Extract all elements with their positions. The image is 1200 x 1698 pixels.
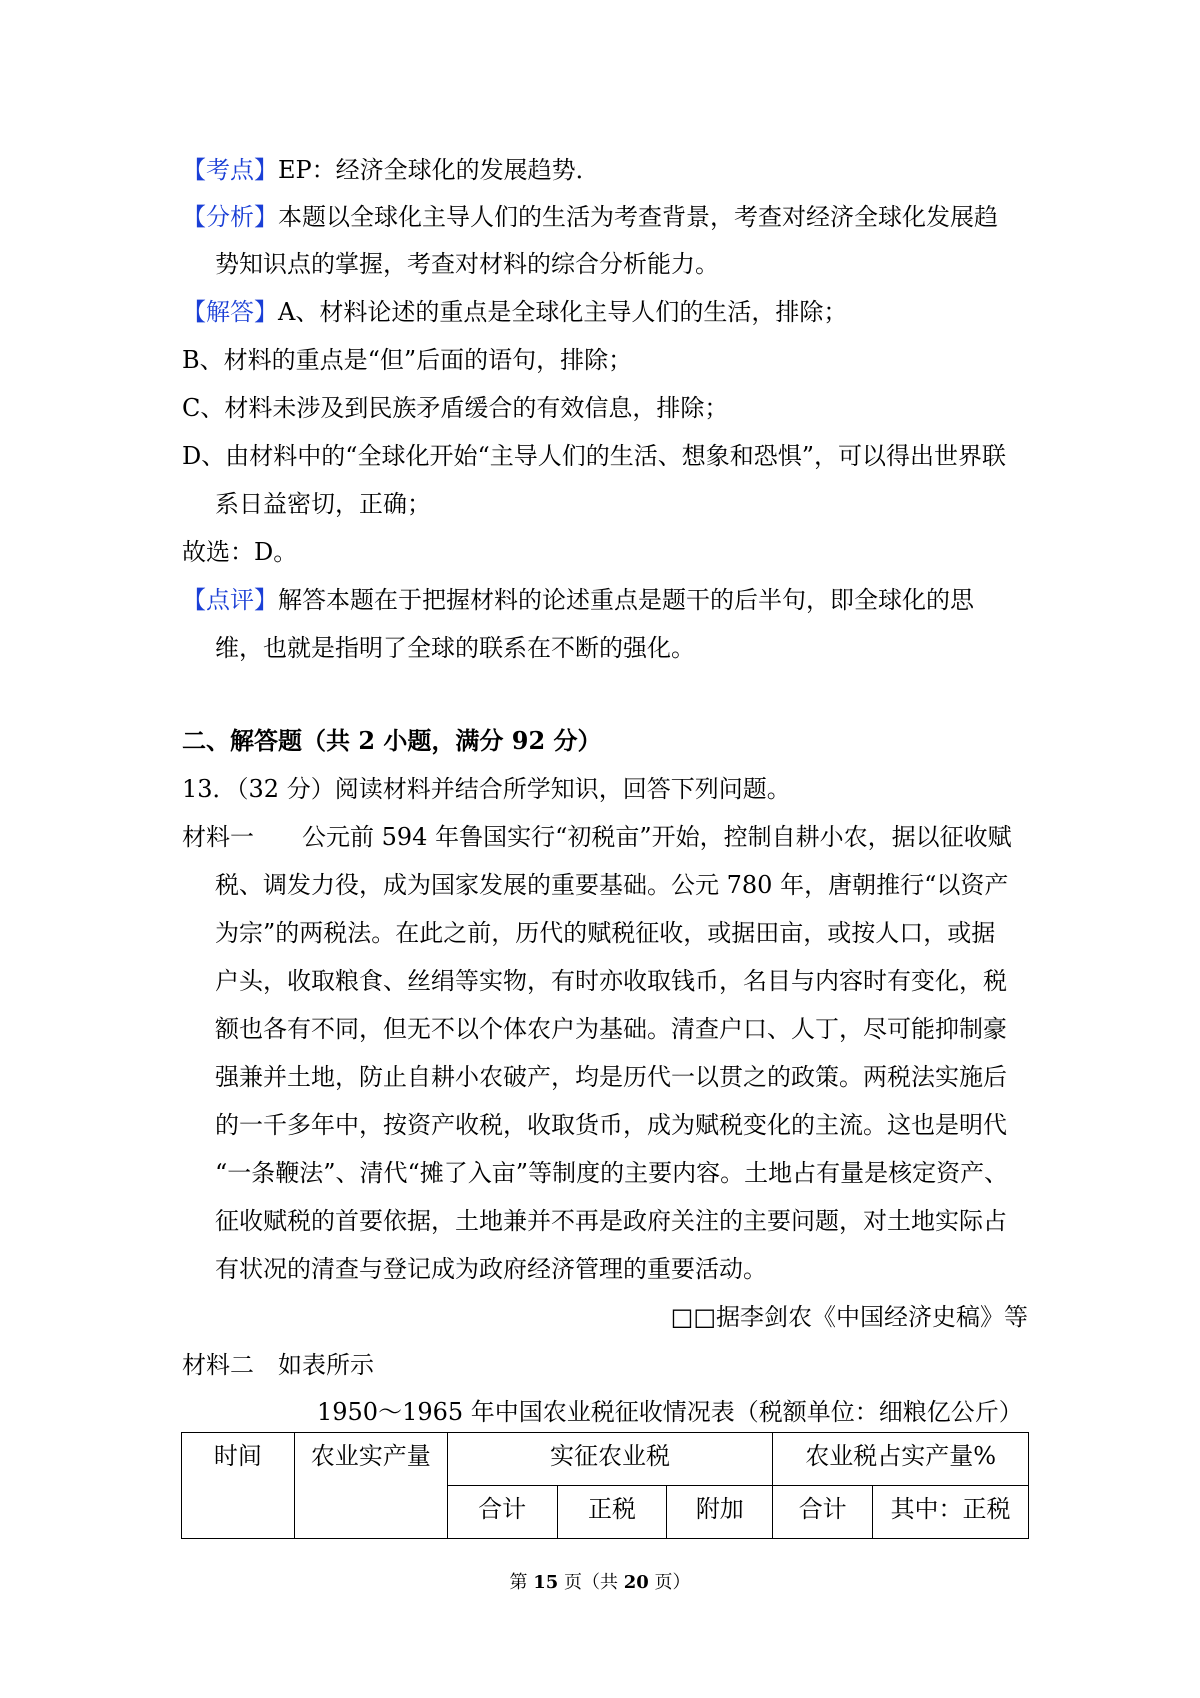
material-1-line: 强兼并土地，防止自耕小农破产，均是历代一以贯之的政策。两税法实施后: [215, 1063, 1007, 1091]
table-sub-main: 正税: [557, 1486, 667, 1539]
kaodian-line: [182, 155, 600, 185]
footer-mid: 页（共: [558, 1572, 624, 1593]
jieda-option-a: A、材料论述的重点是全球化主导人们的生活，排除；: [278, 298, 848, 326]
kaodian-text: EP：经济全球化的发展趋势．: [278, 156, 600, 184]
dianping-text-2: 维，也就是指明了全球的联系在不断的强化。: [215, 634, 695, 662]
material-1-line: 额也各有不同，但无不以个体农户为基础。清查户口、人丁，尽可能抑制豪: [215, 1015, 1007, 1043]
page-footer: [0, 1568, 1200, 1594]
section-heading: 二、解答题（共 2 小题，满分 92 分）: [182, 726, 602, 755]
material-1-source: □□据李剑农《中国经济史稿》等: [670, 1303, 1028, 1331]
table-sub-ratio-main: 其中：正税: [873, 1486, 1029, 1539]
fenxi-text-2: 势知识点的掌握，考查对材料的综合分析能力。: [215, 250, 719, 278]
jieda-tag: 【解答】: [182, 298, 278, 326]
jieda-option-b: B、材料的重点是“但”后面的语句，排除；: [182, 346, 633, 374]
fenxi-text-1: 本题以全球化主导人们的生活为考查背景，考查对经济全球化发展趋: [278, 203, 998, 231]
table-header-output: 农业实产量: [294, 1433, 447, 1539]
jieda-line: [182, 297, 847, 327]
fenxi-tag: 【分析】: [182, 203, 278, 231]
footer-page-number: 15: [533, 1572, 559, 1593]
table-sub-total: 合计: [447, 1486, 557, 1539]
kaodian-tag: 【考点】: [182, 156, 278, 184]
table-header-tax: 实征农业税: [447, 1433, 773, 1486]
table-sub-extra: 附加: [667, 1486, 773, 1539]
question-13: 13．（32 分）阅读材料并结合所学知识，回答下列问题。: [182, 775, 791, 803]
guxuan-answer: 故选：D。: [182, 538, 298, 566]
table-sub-ratio-total: 合计: [773, 1486, 873, 1539]
table-title: 1950～1965 年中国农业税征收情况表（税额单位：细粮亿公斤）: [317, 1398, 1023, 1426]
material-1-line: 征收赋税的首要依据，土地兼并不再是政府关注的主要问题，对土地实际占: [215, 1207, 1007, 1235]
tax-table: [181, 1432, 1029, 1539]
footer-suffix: 页）: [648, 1572, 691, 1593]
material-2-intro: 材料二 如表所示: [182, 1351, 374, 1379]
table-header-time: 时间: [182, 1433, 295, 1539]
material-1-line: 户头，收取粮食、丝绢等实物，有时亦收取钱币，名目与内容时有变化，税: [215, 967, 1007, 995]
table-header-row: [182, 1433, 1029, 1486]
material-1-line: 有状况的清查与登记成为政府经济管理的重要活动。: [215, 1255, 767, 1283]
dianping-line: [182, 585, 974, 615]
material-1-line: 材料一 公元前 594 年鲁国实行“初税亩”开始，控制自耕小农，据以征收赋: [182, 823, 1012, 851]
footer-prefix: 第: [509, 1572, 534, 1593]
material-1-line: 税、调发力役，成为国家发展的重要基础。公元 780 年，唐朝推行“以资产: [215, 871, 1009, 899]
material-1-line: 的一千多年中，按资产收税，收取货币，成为赋税变化的主流。这也是明代: [215, 1111, 1007, 1139]
fenxi-line: [182, 202, 998, 232]
dianping-tag: 【点评】: [182, 586, 278, 614]
footer-total-pages: 20: [623, 1572, 649, 1593]
jieda-option-d-1: D、由材料中的“全球化开始“主导人们的生活、想象和恐惧”，可以得出世界联: [182, 442, 1007, 470]
material-1-line: 为宗”的两税法。在此之前，历代的赋税征收，或据田亩，或按人口，或据: [215, 919, 996, 947]
table-header-ratio: 农业税占实产量%: [773, 1433, 1029, 1486]
material-1-line: “一条鞭法”、清代“摊了入亩”等制度的主要内容。土地占有量是核定资产、: [215, 1159, 1009, 1187]
jieda-option-d-2: 系日益密切，正确；: [215, 490, 431, 518]
jieda-option-c: C、材料未涉及到民族矛盾缓合的有效信息，排除；: [182, 394, 729, 422]
dianping-text-1: 解答本题在于把握材料的论述重点是题干的后半句，即全球化的思: [278, 586, 974, 614]
